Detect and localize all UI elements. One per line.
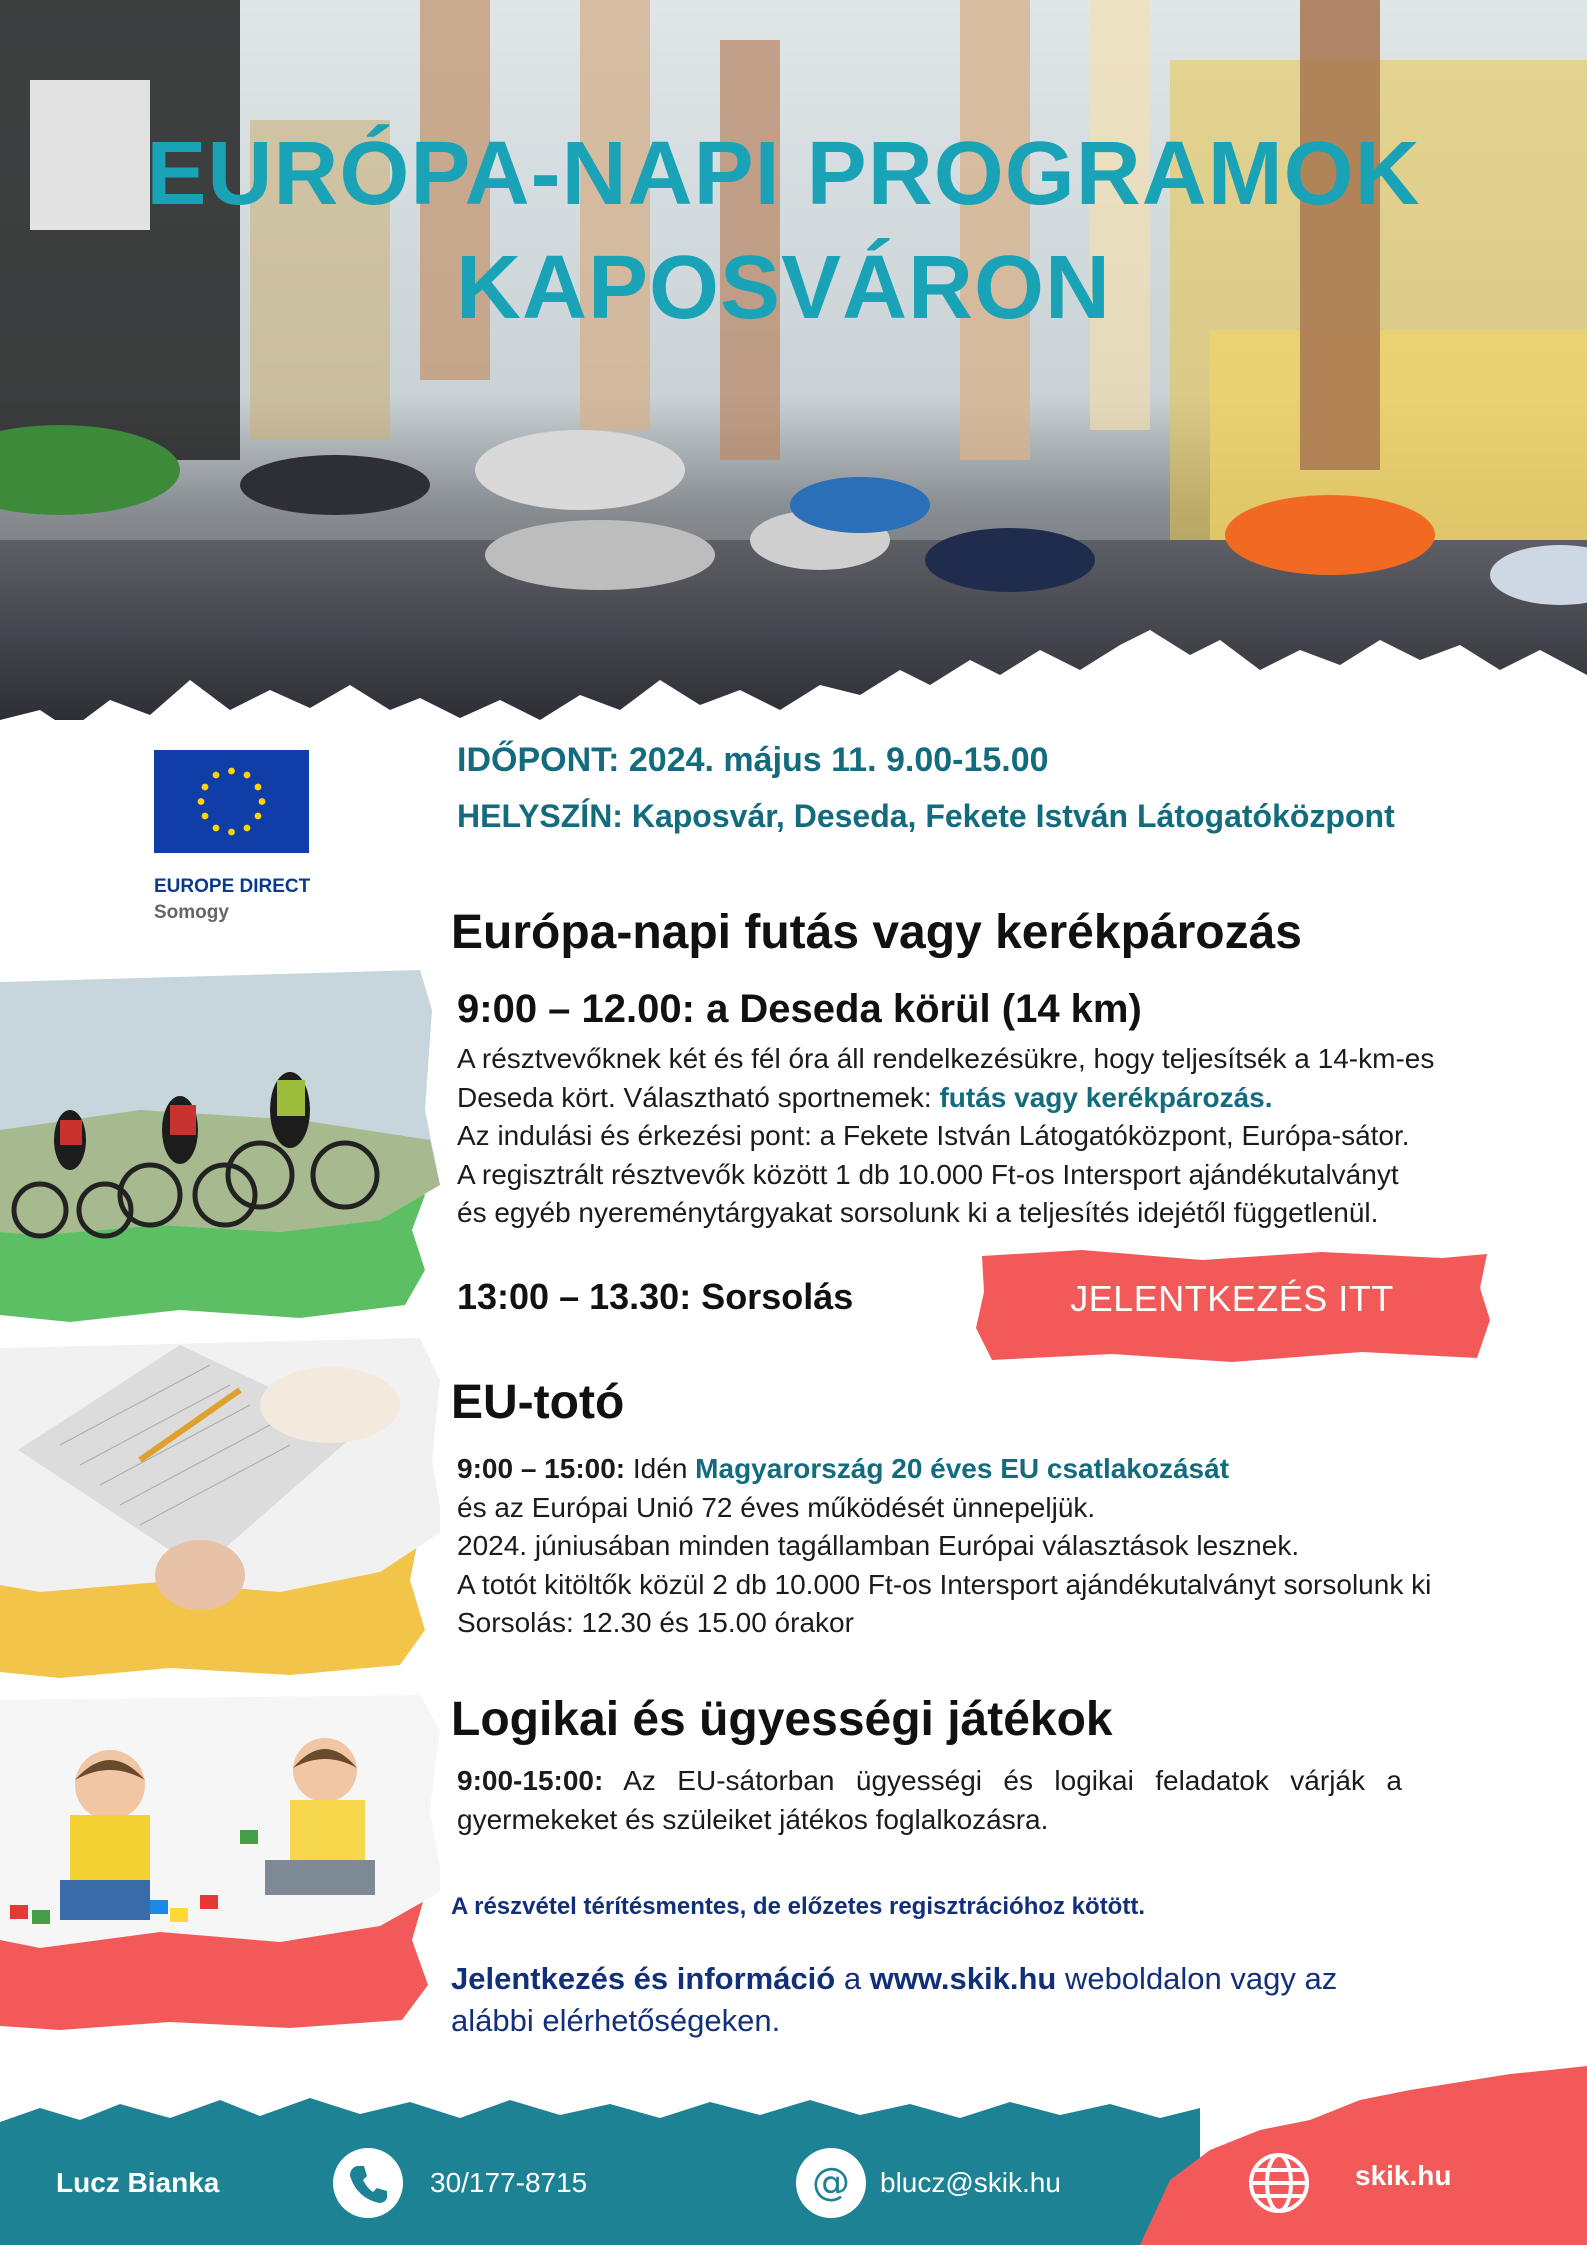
games-line-2: gyermekeket és szüleiket játékos foglalkozásra. — [457, 1803, 1049, 1835]
register-button[interactable]: JELENTKEZÉS ITT — [1070, 1278, 1394, 1319]
toto-line-5: Sorsolás: 12.30 és 15.00 órakor — [457, 1607, 854, 1638]
cyclists-photo — [0, 970, 440, 1330]
run-line-4: A regisztrált résztvevők között 1 db 10.000 Ft-os Intersport ajándékutalványt — [457, 1158, 1399, 1190]
section-title-run: Európa-napi futás vagy kerékpározás — [451, 906, 1302, 959]
contact-phone[interactable]: 30/177-8715 — [430, 2167, 588, 2198]
section-title-games: Logikai és ügyességi játékok — [451, 1693, 1113, 1746]
run-description — [457, 1040, 1567, 1233]
globe-icon[interactable] — [1244, 2148, 1314, 2218]
logo-text-europe-direct: EUROPE DIRECT — [154, 876, 311, 897]
run-line-2: Deseda kört. Választható sportnemek: futás vagy kerékpározás. — [457, 1081, 1273, 1113]
run-line-1: A résztvevőknek két és fél óra áll rendelkezésükre, hogy teljesítsék a 14-km-es — [457, 1043, 1435, 1074]
at-icon[interactable] — [796, 2148, 866, 2218]
run-time-heading: 9:00 – 12.00: a Deseda körül (14 km) — [457, 987, 1142, 1031]
toto-line-3: 2024. júniusában minden tagállamban Európai választások lesznek. — [457, 1530, 1300, 1561]
torn-paper-edge — [0, 560, 1587, 720]
contact-info-line-1: Jelentkezés és információ a www.skik.hu weboldalon vagy az — [451, 1961, 1338, 1996]
contact-info-line-2: alábbi elérhetőségeken. — [451, 2003, 781, 2038]
logo-text-somogy: Somogy — [154, 902, 229, 923]
eu-flag-icon — [154, 750, 309, 853]
phone-icon[interactable] — [333, 2148, 403, 2218]
svg-text:@: @ — [812, 2160, 850, 2204]
run-line-3: Az indulási és érkezési pont: a Fekete István Látogatóközpont, Európa-sátor. — [457, 1120, 1410, 1151]
kids-playing-photo — [0, 1690, 440, 2030]
run-line-5: és egyéb nyereménytárgyakat sorsolunk ki a teljesítés idejétől függetlenül. — [457, 1197, 1379, 1228]
contact-website[interactable]: skik.hu — [1355, 2160, 1452, 2191]
toto-line-4: A totót kitöltők közül 2 db 10.000 Ft-os Intersport ajándékutalványt sorsolunk ki — [457, 1568, 1432, 1600]
toto-description — [457, 1450, 1567, 1643]
section-title-toto: EU-totó — [451, 1376, 625, 1429]
hero-banner — [0, 0, 1587, 720]
page-title-line1: EURÓPA-NAPI PROGRAMOK — [146, 124, 1421, 224]
games-description — [457, 1762, 1402, 1839]
exam-sheet-photo — [0, 1330, 440, 1680]
footer-band — [0, 2060, 1587, 2245]
contact-name: Lucz Bianka — [56, 2167, 220, 2198]
event-place: HELYSZÍN: Kaposvár, Deseda, Fekete István Látogatóközpont — [457, 798, 1395, 834]
games-line-1: 9:00-15:00: Az EU-sátorban ügyességi és logikai feladatok várják a — [457, 1765, 1402, 1796]
toto-line-1: 9:00 – 15:00: Idén Magyarország 20 éves EU csatlakozását — [457, 1453, 1230, 1484]
draw-time: 13:00 – 13.30: Sorsolás — [457, 1276, 854, 1317]
event-date: IDŐPONT: 2024. május 11. 9.00-15.00 — [457, 741, 1049, 779]
website-link[interactable]: www.skik.hu — [869, 1961, 1057, 1996]
toto-line-2: és az Európai Unió 72 éves működését ünnepeljük. — [457, 1491, 1096, 1523]
page-title-line2: KAPOSVÁRON — [455, 238, 1112, 338]
participation-note: A részvétel térítésmentes, de előzetes regisztrációhoz kötött. — [451, 1893, 1145, 1920]
contact-email[interactable]: blucz@skik.hu — [880, 2167, 1061, 2198]
